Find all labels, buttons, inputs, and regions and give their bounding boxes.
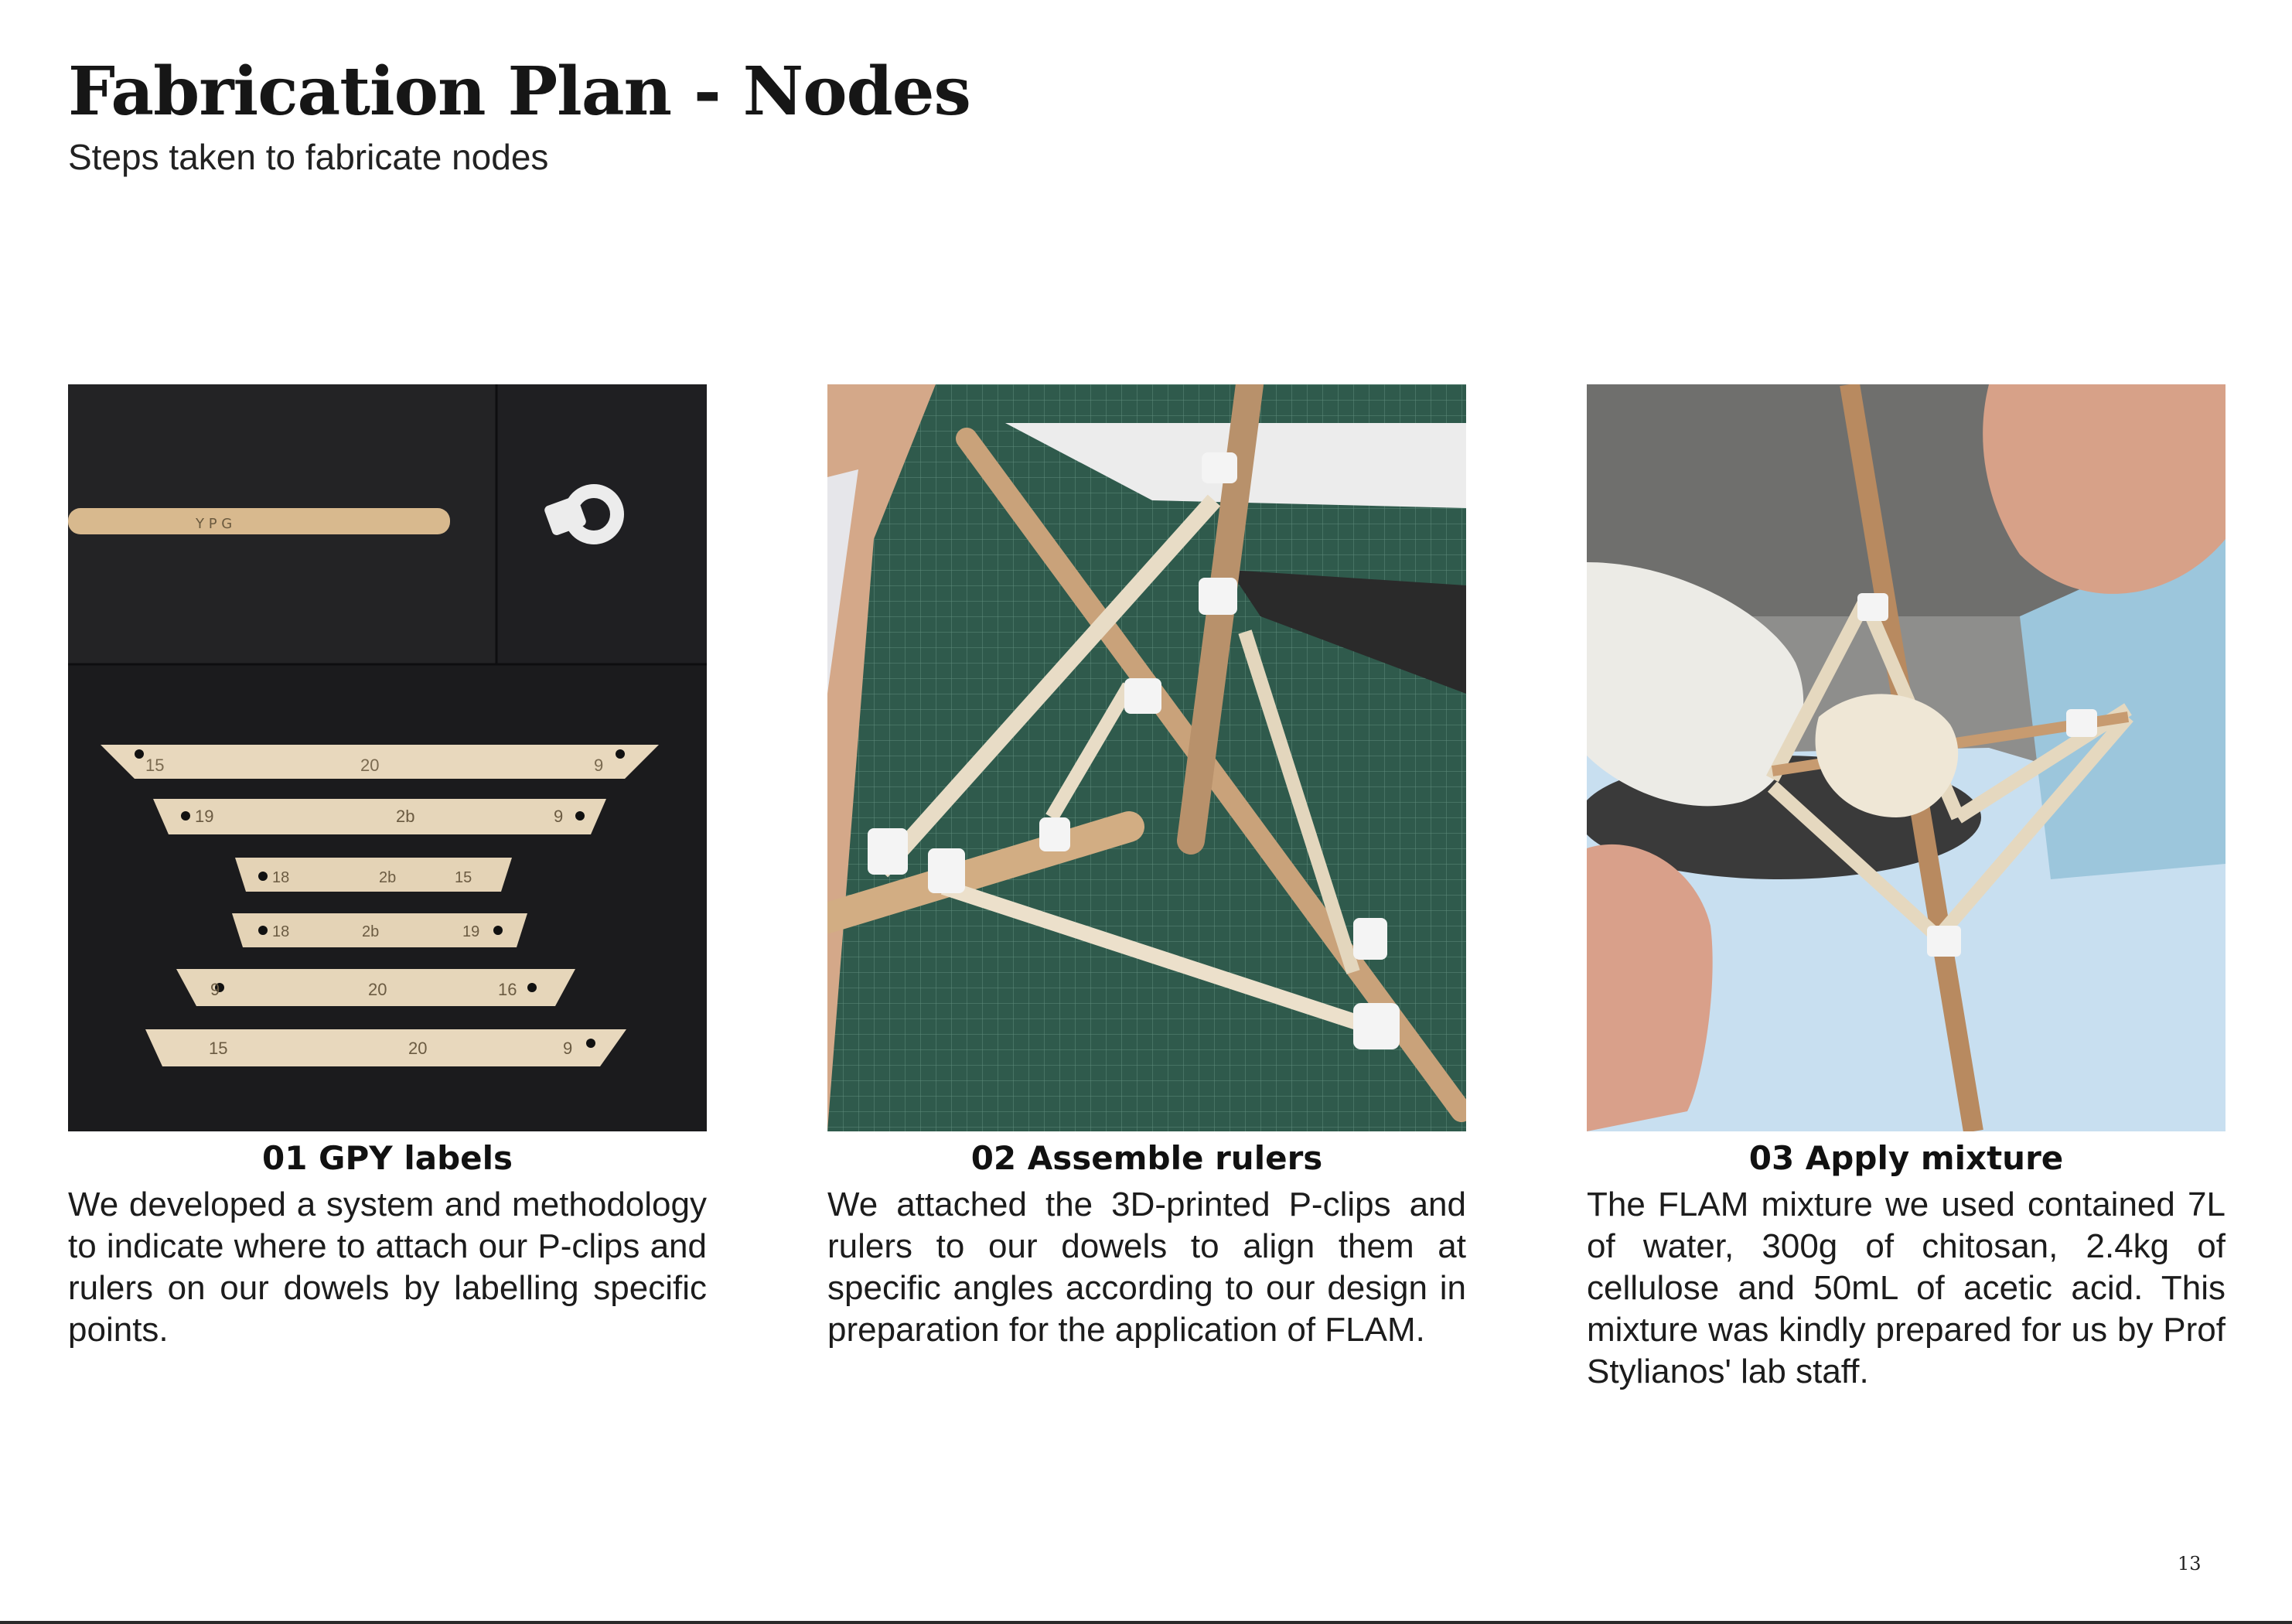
svg-text:9: 9	[594, 756, 604, 775]
p-clip-icon	[1927, 926, 1961, 957]
svg-text:9: 9	[210, 980, 220, 999]
svg-text:15: 15	[209, 1039, 228, 1058]
p-clip-icon	[1857, 593, 1888, 621]
ruler-2	[153, 799, 606, 834]
step-2-caption: 02 Assemble rulers	[970, 1139, 1323, 1177]
svg-text:2b: 2b	[379, 869, 397, 886]
step-3-photo	[1587, 384, 2225, 1131]
svg-text:2b: 2b	[396, 807, 415, 826]
p-clip-icon	[2066, 709, 2097, 737]
step-3-caption: 03 Apply mixture	[1748, 1139, 2064, 1177]
p-clip-icon	[1353, 918, 1387, 960]
p-clip-icon	[868, 828, 908, 875]
svg-text:9: 9	[554, 807, 564, 826]
p-clip-icon	[928, 848, 965, 893]
step-2-photo	[827, 384, 1466, 1131]
p-clip-icon	[1039, 817, 1070, 851]
step-1-caption: 01 GPY labels	[261, 1139, 513, 1177]
page-subtitle: Steps taken to fabricate nodes	[68, 137, 549, 177]
step-3-body: The FLAM mixture we used contained 7L of water, 300g of chitosan, 2.4kg of cellulose and 50mL of acetic acid. This mixture was kindly prepared for us by Prof Stylianos' lab staff.	[1587, 1186, 2225, 1391]
apply-mixture-photo	[1587, 384, 2225, 1131]
step-1-body: We developed a system and methodology to indicate where to attach our P-clips and rulers on our dowels by labelling specific points.	[68, 1186, 707, 1349]
svg-text:19: 19	[195, 807, 214, 826]
svg-text:15: 15	[145, 756, 165, 775]
p-clip-icon	[1199, 578, 1237, 615]
step-3	[1587, 384, 2225, 1393]
svg-text:18: 18	[272, 923, 290, 940]
svg-text:9: 9	[563, 1039, 573, 1058]
step-1-photo	[68, 384, 707, 1131]
gpy-labels-photo	[68, 384, 707, 1131]
p-clip-icon	[1202, 452, 1237, 483]
step-1	[68, 384, 707, 1351]
ruler-3	[235, 858, 512, 892]
ruler-4	[232, 913, 527, 947]
svg-text:18: 18	[272, 869, 290, 886]
svg-text:16: 16	[498, 980, 517, 999]
assemble-rulers-photo	[827, 384, 1466, 1131]
ruler-5	[176, 969, 575, 1006]
page-number: 13	[2178, 1553, 2202, 1575]
dowel-marks: Y P G	[196, 516, 233, 532]
bottom-rule	[0, 1621, 2292, 1624]
svg-text:20: 20	[368, 980, 387, 999]
ruler-6	[145, 1029, 626, 1066]
svg-text:19: 19	[462, 923, 480, 940]
p-clip-icon	[1124, 678, 1161, 714]
step-2	[827, 384, 1466, 1351]
page-title: Fabrication Plan - Nodes	[68, 53, 970, 131]
step-2-body: We attached the 3D-printed P-clips and rulers to our dowels to align them at specific angles according to our design in preparation for the application of FLAM.	[827, 1186, 1466, 1349]
svg-text:20: 20	[360, 756, 380, 775]
dowel	[68, 508, 450, 534]
svg-text:2b: 2b	[362, 923, 380, 940]
ruler-1	[101, 745, 659, 779]
svg-text:20: 20	[408, 1039, 428, 1058]
p-clip-icon	[1353, 1003, 1400, 1049]
svg-text:15: 15	[455, 869, 472, 886]
